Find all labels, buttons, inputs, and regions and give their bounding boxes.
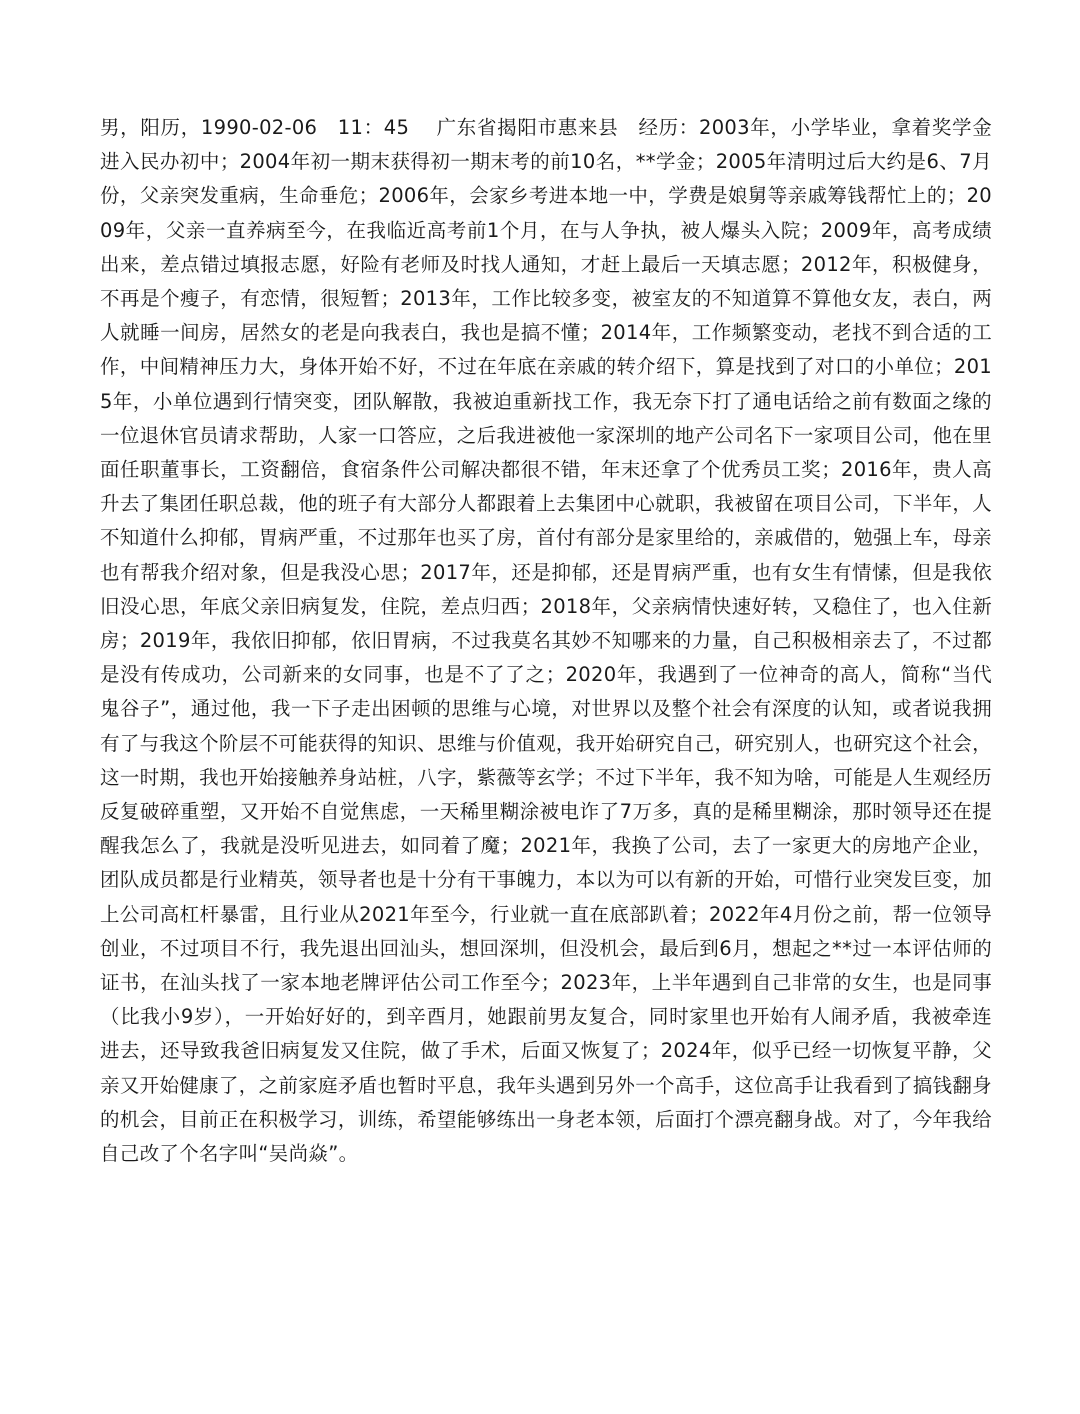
body-paragraph: 男，阳历，1990-02-06 11：45 广东省揭阳市惠来县 经历：2003年，小学毕业，拿着奖学金进入民办初中；2004年初一期末获得初一期末考的前10名，**学金；2005年清明过后大约是6、7月份，父亲突发重病，生命垂危；2006年，会家乡考进本地一中，学费是娘舅等亲戚筹钱帮忙上的；2009年，父亲一直养病至今，在我临近高考前1个月，在与人争执，被人爆头入院；2009年，高考成绩出来，差点错过填报志愿，好险有老师及时找人通知，才赶上最后一天填志愿；2012年，积极健身，不再是个瘦子，有恋情，很短暂；2013年，工作比较多变，被室友的不知道算不算他女友，表白，两人就睡一间房，居然女的老是向我表白，我也是搞不懂；2014年，工作频繁变动，老找不到合适的工作，中间精神压力大，身体开始不好，不过在年底在亲戚的转介绍下，算是找到了对口的小单位；2015年，小单位遇到行情突变，团队解散，我被迫重新找工作，我无奈下打了通电话给之前有数面之缘的一位退休官员请求帮助，人家一口答应，之后我进被他一家深圳的地产公司名下一家项目公司，他在里面任职董事长，工资翻倍，食宿条件公司解决都很不错，年末还拿了个优秀员工奖；2016年，贵人高升去了集团任职总裁，他的班子有大部分人都跟着上去集团中心就职，我被留在项目公司，下半年，人不知道什么抑郁，胃病严重，不过那年也买了房，首付有部分是家里给的，亲戚借的，勉强上车，母亲也有帮我介绍对象，但是我没心思；2017年，还是抑郁，还是胃病严重，也有女生有情愫，但是我依旧没心思，年底父亲旧病复发，住院，差点归西；2018年，父亲病情快速好转，又稳住了，也入住新房；2019年，我依旧抑郁，依旧胃病，不过我莫名其妙不知哪来的力量，自己积极相亲去了，不过都是没有传成功，公司新来的女同事，也是不了了之；2020年，我遇到了一位神奇的高人，简称“当代鬼谷子”，通过他，我一下子走出困顿的思维与心境，对世界以及整个社会有深度的认知，或者说我拥有了与我这个阶层不可能获得的知识、思维与价值观，我开始研究自己，研究别人，也研究这个社会，这一时期，我也开始接触养身站桩，八字，紫薇等玄学；不过下半年，我不知为啥，可能是人生观经历反复破碎重塑，又开始不自觉焦虑，一天稀里糊涂被电诈了7万多，真的是稀里糊涂，那时领导还在提醒我怎么了，我就是没听见进去，如同着了魔；2021年，我换了公司，去了一家更大的房地产企业，团队成员都是行业精英，领导者也是十分有干事魄力，本以为可以有新的开始，可惜行业突发巨变，加上公司高杠杆暴雷，且行业从2021年至今，行业就一直在底部趴着；2022年4月份之前，帮一位领导创业，不过项目不行，我先退出回汕头，想回深圳，但没机会，最后到6月，想起之**过一本评估师的证书，在汕头找了一家本地老牌评估公司工作至今；2023年，上半年遇到自己非常的女生，也是同事（比我小9岁），一开始好好的，到辛酉月，她跟前男友复合，同时家里也开始有人闹矛盾，我被牵连进去，还导致我爸旧病复发又住院，做了手术，后面又恢复了；2024年，似乎已经一切恢复平静，父亲又开始健康了，之前家庭矛盾也暂时平息，我年头遇到另外一个高手，这位高手让我看到了搞钱翻身的机会，目前正在积极学习，训练，希望能够练出一身老本领，后面打个漂亮翻身战。对了，今年我给自己改了个名字叫“吴尚焱”。 (100, 116, 992, 1166)
